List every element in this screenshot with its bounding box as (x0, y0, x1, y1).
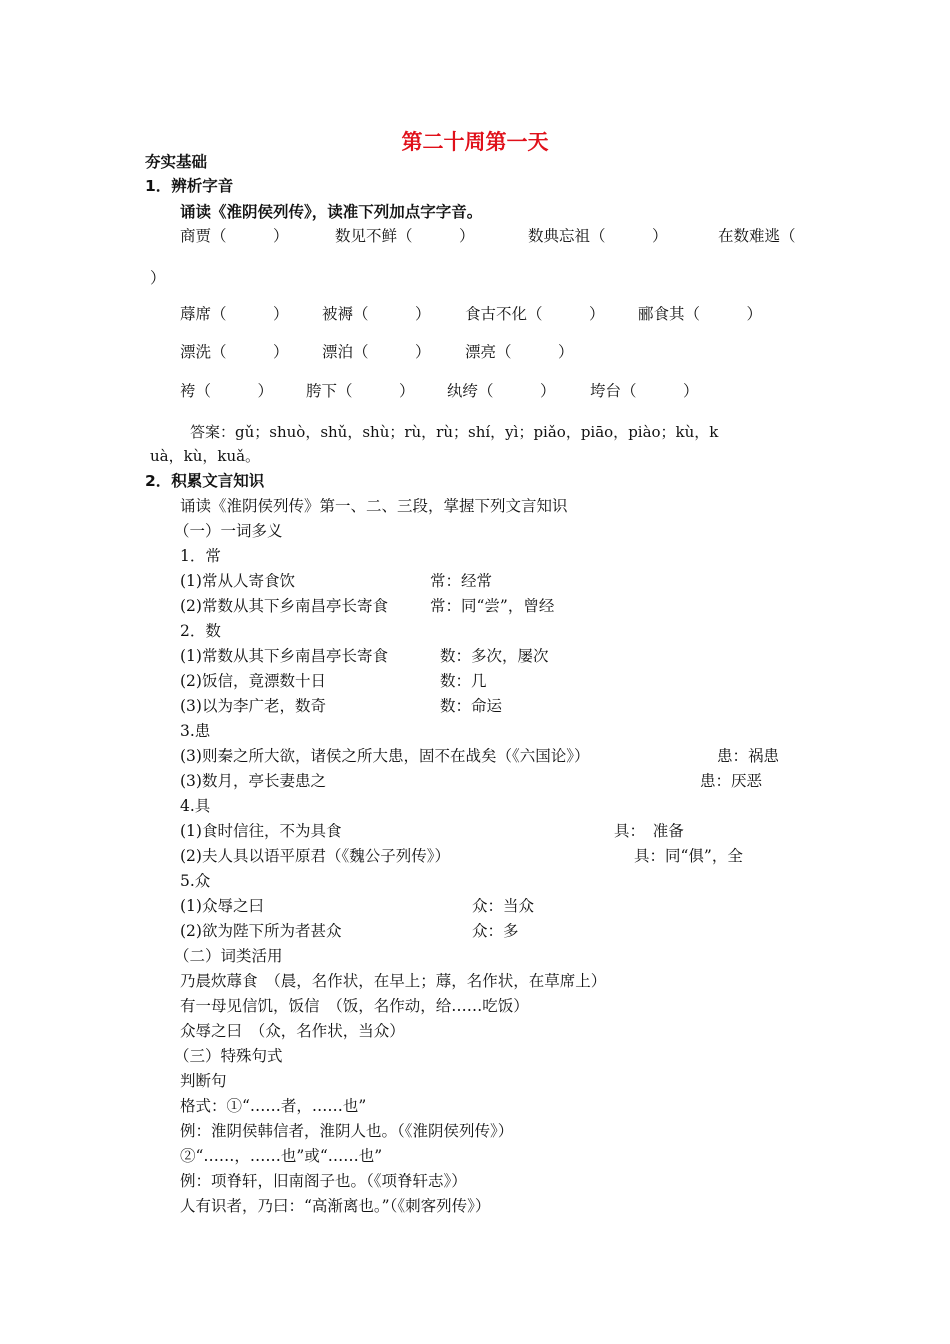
example-sentence: (1)众辱之曰 (180, 897, 264, 915)
pron-item: 漂洗（ ） (180, 343, 289, 361)
word-heading: 3.患 (180, 722, 211, 740)
example-line: 例：淮阴侯韩信者，淮阴人也。（《淮阴侯列传》） (180, 1122, 514, 1140)
word-meaning: 患：祸患 (717, 747, 780, 765)
example-line: 人有识者，乃曰：“高渐离也。”（《刺客列传》） (180, 1197, 491, 1215)
word-heading: 5.众 (180, 872, 211, 890)
pron-item: 纨绔（ ） (447, 382, 556, 400)
pron-item: 漂泊（ ） (322, 343, 431, 361)
word-heading: 1．常 (180, 547, 221, 565)
word-meaning: 数：命运 (440, 697, 503, 715)
part2-intro: 诵读《淮阴侯列传》第一、二、三段，掌握下列文言知识 (180, 497, 568, 515)
subsection-heading: （三）特殊句式 (174, 1047, 283, 1065)
word-meaning: 患：厌恶 (700, 772, 763, 790)
pron-item: 蓐席（ ） (180, 305, 289, 323)
example-sentence: (2)饭信，竟漂数十日 (180, 672, 326, 690)
pron-item: 被褥（ ） (322, 305, 431, 323)
format-line: ②“……，……也”或“……也” (180, 1147, 383, 1165)
answer-line: uà，kù，kuǎ。 (150, 447, 261, 465)
subsection-heading: （二）词类活用 (174, 947, 283, 965)
part1-instruction: 诵读《淮阴侯列传》，读准下列加点字字音。 (180, 203, 483, 221)
example-sentence: (3)则秦之所大欲，诸侯之所大患，固不在战矣（《六国论》） (180, 747, 590, 765)
subsection-heading: （一）一词多义 (174, 522, 283, 540)
format-line: 格式：①“……者，……也” (180, 1097, 367, 1115)
usage-line: 众辱之曰 （众，名作状，当众） (180, 1022, 405, 1040)
word-heading: 4.具 (180, 797, 211, 815)
pron-item: 商贾（ ） (180, 227, 289, 245)
sentence-type: 判断句 (180, 1072, 227, 1090)
pron-item: 食古不化（ ） (465, 305, 605, 323)
part2-heading: 2．积累文言知识 (145, 472, 265, 490)
page-title: 第二十周第一天 (401, 130, 549, 154)
part1-heading: 1．辨析字音 (145, 177, 234, 195)
usage-line: 乃晨炊蓐食 （晨，名作状，在早上；蓐，名作状，在草席上） (180, 972, 607, 990)
pron-item: 漂亮（ ） (465, 343, 574, 361)
example-sentence: (1)常数从其下乡南昌亭长寄食 (180, 647, 388, 665)
example-sentence: (2)常数从其下乡南昌亭长寄食 (180, 597, 388, 615)
example-line: 例：项脊轩，旧南阁子也。（《项脊轩志》） (180, 1172, 467, 1190)
word-meaning: 众：当众 (472, 897, 535, 915)
example-sentence: (1)食时信往，不为具食 (180, 822, 342, 840)
pron-item-wrap: ） (150, 269, 166, 287)
word-meaning: 常：同“尝”，曾经 (430, 597, 555, 615)
answer-line: 答案：gǔ；shuò，shǔ，shù；rù，rù；shí，yì；piǎo，piāo，piào；kù，k (190, 423, 719, 441)
pron-item: 在数难逃（ (718, 227, 796, 245)
pron-item: 垮台（ ） (590, 382, 699, 400)
word-meaning: 具： 准备 (614, 822, 684, 840)
example-sentence: (3)以为李广老，数奇 (180, 697, 326, 715)
pron-item: 数见不鲜（ ） (335, 227, 475, 245)
word-meaning: 数：多次，屡次 (440, 647, 549, 665)
pron-item: 袴（ ） (180, 382, 274, 400)
example-sentence: (2)夫人具以语平原君（《魏公子列传》） (180, 847, 450, 865)
pron-item: 数典忘祖（ ） (528, 227, 668, 245)
example-sentence: (1)常从人寄食饮 (180, 572, 295, 590)
word-meaning: 具：同“俱”，全 (634, 847, 743, 865)
word-meaning: 数：几 (440, 672, 487, 690)
word-meaning: 常：经常 (430, 572, 493, 590)
pron-item: 胯下（ ） (306, 382, 415, 400)
example-sentence: (2)欲为陛下所为者甚众 (180, 922, 342, 940)
usage-line: 有一母见信饥，饭信 （饭，名作动，给……吃饭） (180, 997, 529, 1015)
word-heading: 2．数 (180, 622, 221, 640)
example-sentence: (3)数月，亭长妻患之 (180, 772, 326, 790)
word-meaning: 众：多 (472, 922, 519, 940)
pron-item: 郦食其（ ） (638, 305, 763, 323)
section-heading: 夯实基础 (145, 153, 208, 171)
